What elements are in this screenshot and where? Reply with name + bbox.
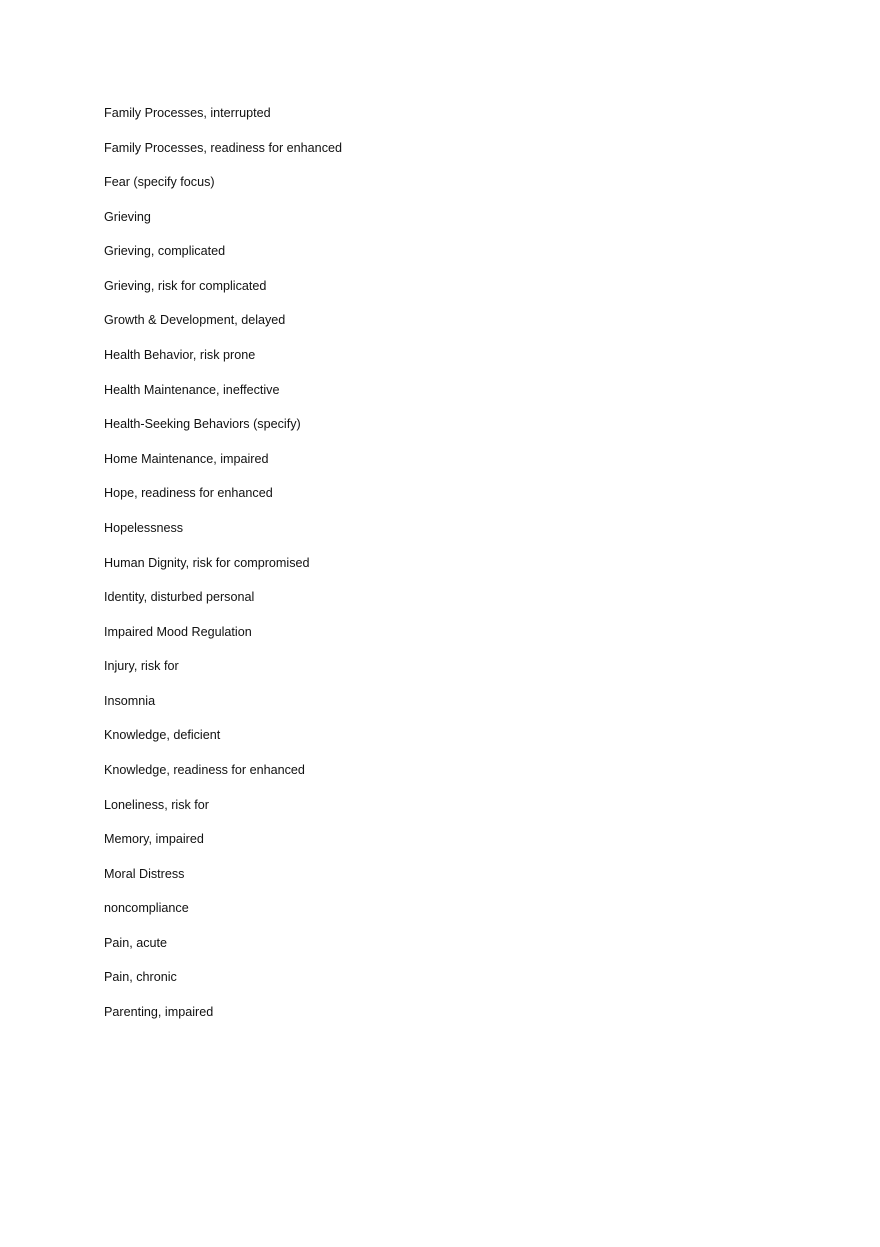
list-item: Knowledge, readiness for enhanced [104,762,305,777]
list-item: Fear (specify focus) [104,175,215,190]
list-item: Parenting, impaired [104,1005,214,1020]
list-item: Human Dignity, risk for compromised [104,555,310,570]
list-item: Grieving [104,209,151,224]
list-item: Loneliness, risk for [104,797,209,812]
list-item: Memory, impaired [104,832,204,847]
list-item: Moral Distress [104,866,185,881]
list-item: Home Maintenance, impaired [104,451,269,466]
list-item: Impaired Mood Regulation [104,624,252,639]
list-item: noncompliance [104,901,189,916]
diagnosis-list [104,96,342,1030]
list-item: Health-Seeking Behaviors (specify) [104,417,301,432]
list-item: Pain, chronic [104,970,177,985]
list-item: Grieving, risk for complicated [104,278,267,293]
list-item: Family Processes, interrupted [104,106,271,120]
list-item: Insomnia [104,693,156,708]
list-item: Family Processes, readiness for enhanced [104,140,342,155]
list-item: Hopelessness [104,520,184,535]
list-item: Identity, disturbed personal [104,590,255,605]
list-item: Growth & Development, delayed [104,313,286,328]
list-item: Grieving, complicated [104,244,226,259]
list-item: Health Maintenance, ineffective [104,382,280,397]
list-item: Injury, risk for [104,659,179,674]
list-item: Hope, readiness for enhanced [104,486,273,501]
list-item: Pain, acute [104,935,168,950]
list-item: Health Behavior, risk prone [104,348,256,363]
list-item: Knowledge, deficient [104,728,221,743]
